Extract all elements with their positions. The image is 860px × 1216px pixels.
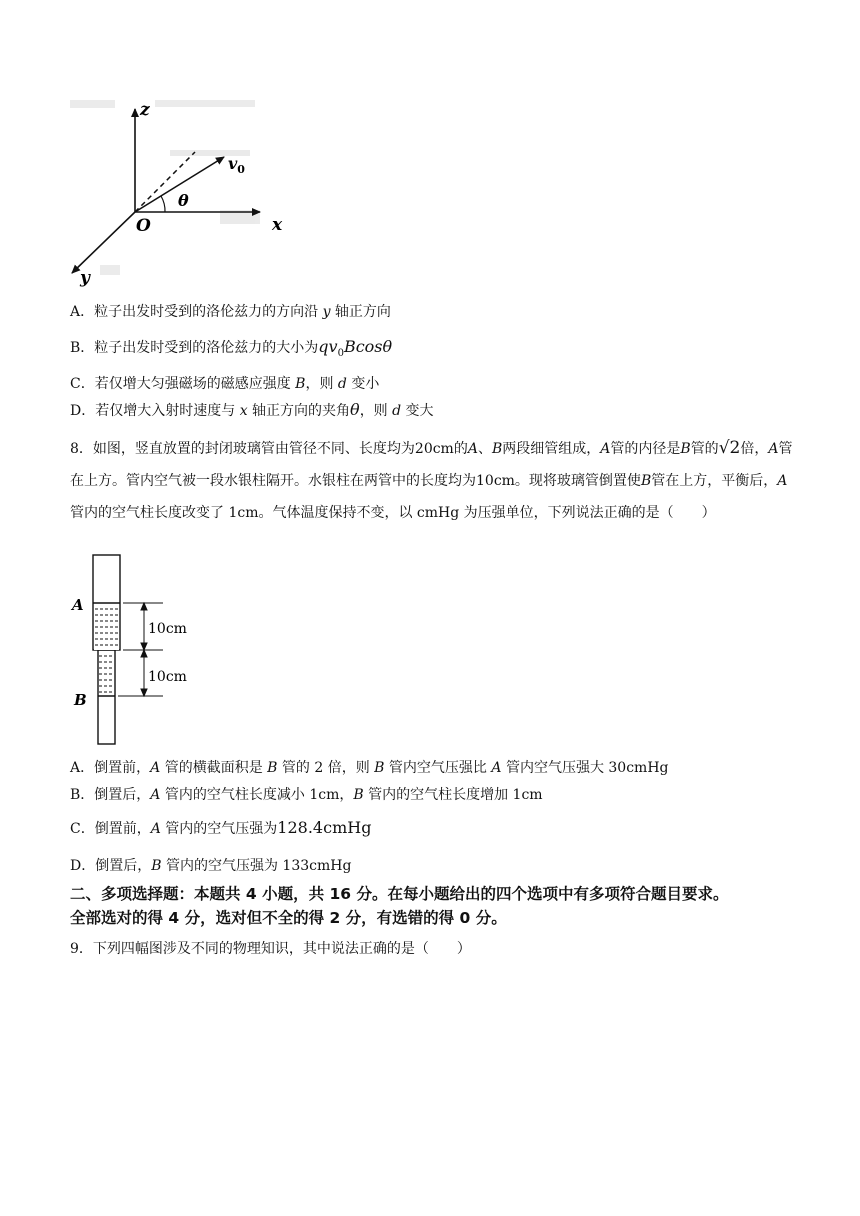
- q7-option-d: D．若仅增大入射时速度与 x 轴正方向的夹角θ，则 d 变大: [70, 400, 434, 419]
- v0-label: $v_0$: [228, 154, 245, 176]
- q8-option-b: B．倒置后，A 管内的空气柱长度减小 1cm，B 管内的空气柱长度增加 1cm: [70, 787, 543, 803]
- section-heading-line1: 二、多项选择题：本题共 4 小题，共 16 分。在每小题给出的四个选项中有多项符合题目要求。: [70, 885, 729, 903]
- section-heading-line2: 全部选对的得 4 分，选对但不全的得 2 分，有选错的得 0 分。: [70, 909, 507, 927]
- z-label: z: [140, 100, 150, 120]
- q7-option-c: C．若仅增大匀强磁场的磁感应强度 B，则 d 变小: [70, 376, 380, 392]
- tube-a-label: A: [72, 596, 84, 614]
- glass-tube-figure: [68, 550, 208, 750]
- y-label: y: [80, 268, 90, 288]
- length-label-lower: 10cm: [148, 669, 187, 685]
- q8-stem: 8．如图，竖直放置的封闭玻璃管由管径不同、长度均为20cm的A、B两段细管组成，A管的内径是B管的√2倍，A管在上方。管内空气被一段水银柱隔开。水银柱在两管中的长度均为10cm。现将玻璃管倒置使B管在上方，平衡后，A管内的空气柱长度改变了 1cm。气体温度保持不变，以 cmHg 为压强单位，下列说法正确的是（ ）: [70, 438, 793, 521]
- theta-label: θ: [178, 191, 189, 210]
- q7-option-b: B．粒子出发时受到的洛伦兹力的大小为$qv_0Bcos\theta$: [70, 337, 393, 360]
- x-label: x: [272, 215, 283, 235]
- tube-b: [98, 650, 115, 744]
- q8-option-d: D．倒置后，B 管内的空气压强为 133cmHg: [70, 858, 352, 874]
- length-label-upper: 10cm: [148, 621, 187, 637]
- q8-option-c: C．倒置前，A 管内的空气压强为128.4cmHg: [70, 818, 372, 837]
- y-axis: [72, 212, 135, 273]
- angle-arc: [161, 196, 165, 212]
- q8-option-a: A．倒置前，A 管的横截面积是 B 管的 2 倍，则 B 管内空气压强比 A 管内空气压强大 30cmHg: [70, 760, 669, 776]
- tube-b-label: B: [74, 691, 87, 709]
- origin-label: O: [136, 216, 151, 236]
- coordinate-axes-figure: [60, 95, 300, 290]
- q9-stem: 9．下列四幅图涉及不同的物理知识，其中说法正确的是（ ）: [70, 941, 471, 957]
- q7-option-a: A．粒子出发时受到的洛伦兹力的方向沿 y 轴正方向: [70, 304, 391, 320]
- section-heading: [70, 882, 728, 930]
